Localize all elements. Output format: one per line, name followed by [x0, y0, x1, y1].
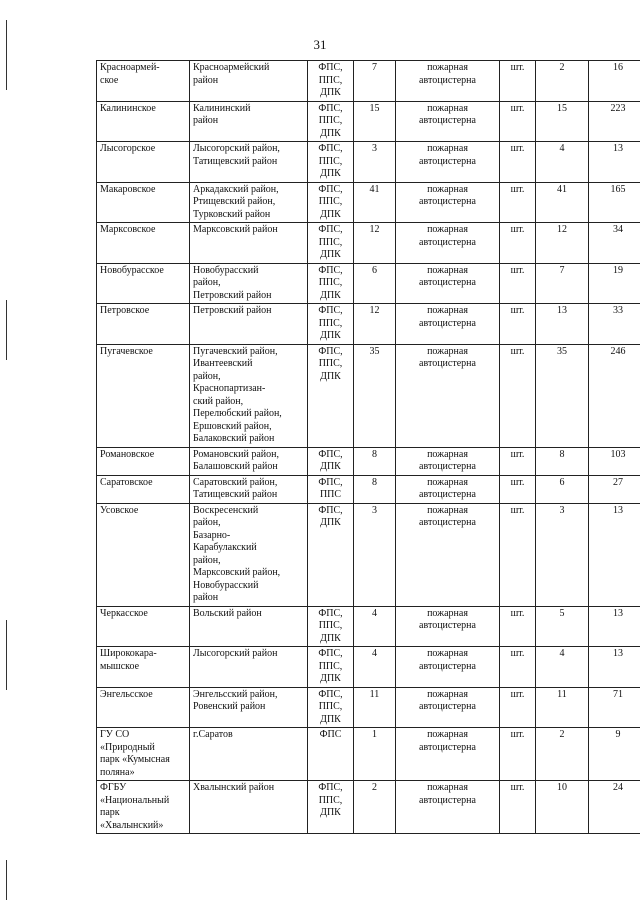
quantity-1-cell: 2 — [536, 728, 589, 781]
table-row — [97, 647, 640, 688]
margin-mark — [6, 620, 7, 690]
count-cell: 6 — [354, 263, 396, 304]
equipment-type-cell: пожарная автоцистерна — [396, 447, 500, 475]
quantity-2-cell: 27 — [589, 475, 640, 503]
quantity-1-cell: 2 — [536, 61, 589, 102]
equipment-type-cell: пожарная автоцистерна — [396, 344, 500, 447]
garrison-name-cell: Романовское — [97, 447, 190, 475]
service-types-cell: ФПС, ППС, ДПК — [308, 142, 354, 183]
districts-cell: Новобурасский район, Петровский район — [190, 263, 308, 304]
garrison-name-cell: Энгельсское — [97, 687, 190, 728]
count-cell: 3 — [354, 503, 396, 606]
table-row — [97, 304, 640, 345]
quantity-2-cell: 13 — [589, 503, 640, 606]
margin-mark — [6, 20, 7, 90]
equipment-type-cell: пожарная автоцистерна — [396, 647, 500, 688]
service-types-cell: ФПС — [308, 728, 354, 781]
unit-cell: шт. — [500, 728, 536, 781]
unit-cell: шт. — [500, 263, 536, 304]
margin-mark — [6, 860, 7, 900]
garrison-name-cell: Черкасское — [97, 606, 190, 647]
service-types-cell: ФПС, ППС, ДПК — [308, 182, 354, 223]
quantity-2-cell: 9 — [589, 728, 640, 781]
quantity-2-cell: 19 — [589, 263, 640, 304]
unit-cell: шт. — [500, 142, 536, 183]
quantity-1-cell: 10 — [536, 781, 589, 834]
districts-cell: Вольский район — [190, 606, 308, 647]
count-cell: 15 — [354, 101, 396, 142]
count-cell: 3 — [354, 142, 396, 183]
service-types-cell: ФПС, ППС, ДПК — [308, 781, 354, 834]
service-types-cell: ФПС, ППС, ДПК — [308, 687, 354, 728]
table-row — [97, 447, 640, 475]
quantity-1-cell: 4 — [536, 647, 589, 688]
unit-cell: шт. — [500, 304, 536, 345]
quantity-1-cell: 15 — [536, 101, 589, 142]
quantity-1-cell: 5 — [536, 606, 589, 647]
equipment-type-cell: пожарная автоцистерна — [396, 101, 500, 142]
equipment-type-cell: пожарная автоцистерна — [396, 142, 500, 183]
table-row — [97, 263, 640, 304]
table-row — [97, 142, 640, 183]
count-cell: 4 — [354, 606, 396, 647]
equipment-type-cell: пожарная автоцистерна — [396, 728, 500, 781]
service-types-cell: ФПС, ППС, ДПК — [308, 223, 354, 264]
equipment-type-cell: пожарная автоцистерна — [396, 503, 500, 606]
service-types-cell: ФПС, ППС, ДПК — [308, 263, 354, 304]
districts-cell: Аркадакский район, Ртищевский район, Турковский район — [190, 182, 308, 223]
garrison-name-cell: ФГБУ «Национальный парк «Хвалынский» — [97, 781, 190, 834]
unit-cell: шт. — [500, 61, 536, 102]
count-cell: 4 — [354, 647, 396, 688]
quantity-2-cell: 165 — [589, 182, 640, 223]
districts-cell: Лысогорский район, Татищевский район — [190, 142, 308, 183]
count-cell: 12 — [354, 223, 396, 264]
table-row — [97, 781, 640, 834]
unit-cell: шт. — [500, 223, 536, 264]
service-types-cell: ФПС, ППС, ДПК — [308, 344, 354, 447]
garrison-name-cell: Пугачевское — [97, 344, 190, 447]
equipment-type-cell: пожарная автоцистерна — [396, 182, 500, 223]
districts-cell: г.Саратов — [190, 728, 308, 781]
districts-cell: Пугачевский район, Ивантеевский район, Краснопартизан- ский район, Перелюбский район, Ершовский район, Балаковский район — [190, 344, 308, 447]
garrison-name-cell: Петровское — [97, 304, 190, 345]
equipment-type-cell: пожарная автоцистерна — [396, 263, 500, 304]
equipment-type-cell: пожарная автоцистерна — [396, 606, 500, 647]
quantity-2-cell: 13 — [589, 647, 640, 688]
count-cell: 11 — [354, 687, 396, 728]
quantity-2-cell: 13 — [589, 606, 640, 647]
quantity-1-cell: 35 — [536, 344, 589, 447]
garrison-name-cell: Калининское — [97, 101, 190, 142]
count-cell: 8 — [354, 475, 396, 503]
quantity-1-cell: 4 — [536, 142, 589, 183]
districts-cell: Хвалынский район — [190, 781, 308, 834]
unit-cell: шт. — [500, 101, 536, 142]
garrison-name-cell: Саратовское — [97, 475, 190, 503]
districts-cell: Воскресенский район, Базарно- Карабулакский район, Марксовский район, Новобурасский район — [190, 503, 308, 606]
equipment-type-cell: пожарная автоцистерна — [396, 781, 500, 834]
quantity-1-cell: 3 — [536, 503, 589, 606]
count-cell: 7 — [354, 61, 396, 102]
service-types-cell: ФПС, ППС — [308, 475, 354, 503]
count-cell: 1 — [354, 728, 396, 781]
districts-cell: Энгельсский район, Ровенский район — [190, 687, 308, 728]
quantity-2-cell: 71 — [589, 687, 640, 728]
garrison-name-cell: Лысогорское — [97, 142, 190, 183]
garrison-name-cell: Ширококара- мышское — [97, 647, 190, 688]
table-row — [97, 101, 640, 142]
equipment-table — [96, 60, 640, 834]
service-types-cell: ФПС, ППС, ДПК — [308, 304, 354, 345]
unit-cell: шт. — [500, 606, 536, 647]
unit-cell: шт. — [500, 475, 536, 503]
quantity-2-cell: 246 — [589, 344, 640, 447]
quantity-2-cell: 33 — [589, 304, 640, 345]
service-types-cell: ФПС, ППС, ДПК — [308, 606, 354, 647]
garrison-name-cell: Красноармей- ское — [97, 61, 190, 102]
table-row — [97, 344, 640, 447]
table-row — [97, 687, 640, 728]
quantity-1-cell: 6 — [536, 475, 589, 503]
table-row — [97, 223, 640, 264]
count-cell: 12 — [354, 304, 396, 345]
quantity-1-cell: 13 — [536, 304, 589, 345]
districts-cell: Романовский район, Балашовский район — [190, 447, 308, 475]
garrison-name-cell: Марксовское — [97, 223, 190, 264]
unit-cell: шт. — [500, 687, 536, 728]
unit-cell: шт. — [500, 647, 536, 688]
garrison-name-cell: Усовское — [97, 503, 190, 606]
table-row — [97, 475, 640, 503]
districts-cell: Саратовский район, Татищевский район — [190, 475, 308, 503]
equipment-type-cell: пожарная автоцистерна — [396, 687, 500, 728]
quantity-2-cell: 13 — [589, 142, 640, 183]
districts-cell: Марксовский район — [190, 223, 308, 264]
count-cell: 2 — [354, 781, 396, 834]
unit-cell: шт. — [500, 781, 536, 834]
quantity-2-cell: 16 — [589, 61, 640, 102]
equipment-type-cell: пожарная автоцистерна — [396, 475, 500, 503]
quantity-2-cell: 34 — [589, 223, 640, 264]
equipment-type-cell: пожарная автоцистерна — [396, 304, 500, 345]
garrison-name-cell: ГУ СО «Природный парк «Кумысная поляна» — [97, 728, 190, 781]
count-cell: 41 — [354, 182, 396, 223]
quantity-2-cell: 223 — [589, 101, 640, 142]
quantity-1-cell: 12 — [536, 223, 589, 264]
districts-cell: Лысогорский район — [190, 647, 308, 688]
quantity-1-cell: 41 — [536, 182, 589, 223]
unit-cell: шт. — [500, 182, 536, 223]
districts-cell: Красноармейский район — [190, 61, 308, 102]
service-types-cell: ФПС, ППС, ДПК — [308, 647, 354, 688]
service-types-cell: ФПС, ППС, ДПК — [308, 101, 354, 142]
service-types-cell: ФПС, ППС, ДПК — [308, 61, 354, 102]
table-row — [97, 182, 640, 223]
table-row — [97, 728, 640, 781]
quantity-2-cell: 24 — [589, 781, 640, 834]
unit-cell: шт. — [500, 344, 536, 447]
unit-cell: шт. — [500, 447, 536, 475]
service-types-cell: ФПС, ДПК — [308, 447, 354, 475]
quantity-1-cell: 11 — [536, 687, 589, 728]
equipment-type-cell: пожарная автоцистерна — [396, 61, 500, 102]
quantity-1-cell: 7 — [536, 263, 589, 304]
count-cell: 8 — [354, 447, 396, 475]
districts-cell: Петровский район — [190, 304, 308, 345]
table-row — [97, 61, 640, 102]
quantity-2-cell: 103 — [589, 447, 640, 475]
districts-cell: Калининский район — [190, 101, 308, 142]
page-number: 31 — [313, 37, 327, 52]
service-types-cell: ФПС, ДПК — [308, 503, 354, 606]
table-row — [97, 503, 640, 606]
table-row — [97, 606, 640, 647]
garrison-name-cell: Макаровское — [97, 182, 190, 223]
unit-cell: шт. — [500, 503, 536, 606]
margin-mark — [6, 300, 7, 360]
count-cell: 35 — [354, 344, 396, 447]
equipment-type-cell: пожарная автоцистерна — [396, 223, 500, 264]
quantity-1-cell: 8 — [536, 447, 589, 475]
garrison-name-cell: Новобурасское — [97, 263, 190, 304]
